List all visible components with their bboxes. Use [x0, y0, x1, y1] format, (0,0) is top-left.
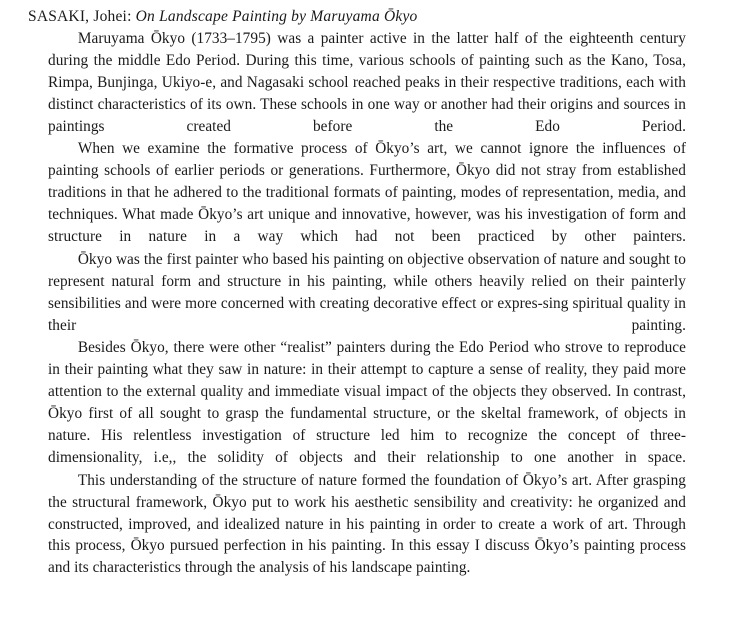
essay-title: On Landscape Painting by Maruyama Ōkyo [135, 8, 418, 25]
paragraph-4: Besides Ōkyo, there were other “realist” painters during the Edo Period who strove to reproduce in their painting what they saw in nature: in their attempt to capture a sense of reality, they paid more attention to the external quality and immediate visual impact of the objects they observed. In contrast, Ōkyo first of all sought to grasp the fundamental structure, or the skeltal framework, of objects in nature. His relentless investigation of structure led him to recognize the concept of three-dimensionality, i.e,, the solidity of objects and their relationship to one another in space. [48, 339, 686, 466]
heading-separator: : [127, 8, 136, 25]
paragraph-2: When we examine the formative process of Ōkyo’s art, we cannot ignore the influences of painting schools of earlier periods or generations. Furthermore, Ōkyo did not stray from established traditions in that he adhered to the traditional formats of painting, modes of representation, media, and techniques. What made Ōkyo’s art unique and innovative, however, was his investigation of form and structure in nature in a way which had not been practiced by other painters. [48, 140, 686, 246]
essay-heading [28, 6, 686, 28]
paragraph-5: This understanding of the structure of nature formed the foundation of Ōkyo’s art. After grasping the structural framework, Ōkyo put to work his aesthetic sensibility and creativity: he organized and constructed, improved, and idealized nature in his painting in order to create a work of art. Through this process, Ōkyo pursued perfection in his painting. In this essay I discuss Ōkyo’s painting process and its characteristics through the analysis of his landscape painting. [48, 471, 686, 577]
paragraph-3: Ōkyo was the first painter who based his painting on objective observation of nature and sought to represent natural form and structure in his painting, while others heavily relied on their painterly sensibilities and were more concerned with creating decorative effect or expres-sing spiritual quality in their painting. [48, 250, 686, 334]
author-name: SASAKI, Johei [28, 8, 128, 25]
document-page [28, 6, 686, 579]
paragraph-1: Maruyama Ōkyo (1733–1795) was a painter active in the latter half of the eighteenth century during the middle Edo Period. During this time, various schools of painting such as the Kano, Tosa, Rimpa, Bunjinga, Ukiyo-e, and Nagasaki school reached peaks in their respective traditions, each with distinct characteristics of its own. These schools in one way or another had their origins and sources in paintings created before the Edo Period. [48, 30, 686, 135]
